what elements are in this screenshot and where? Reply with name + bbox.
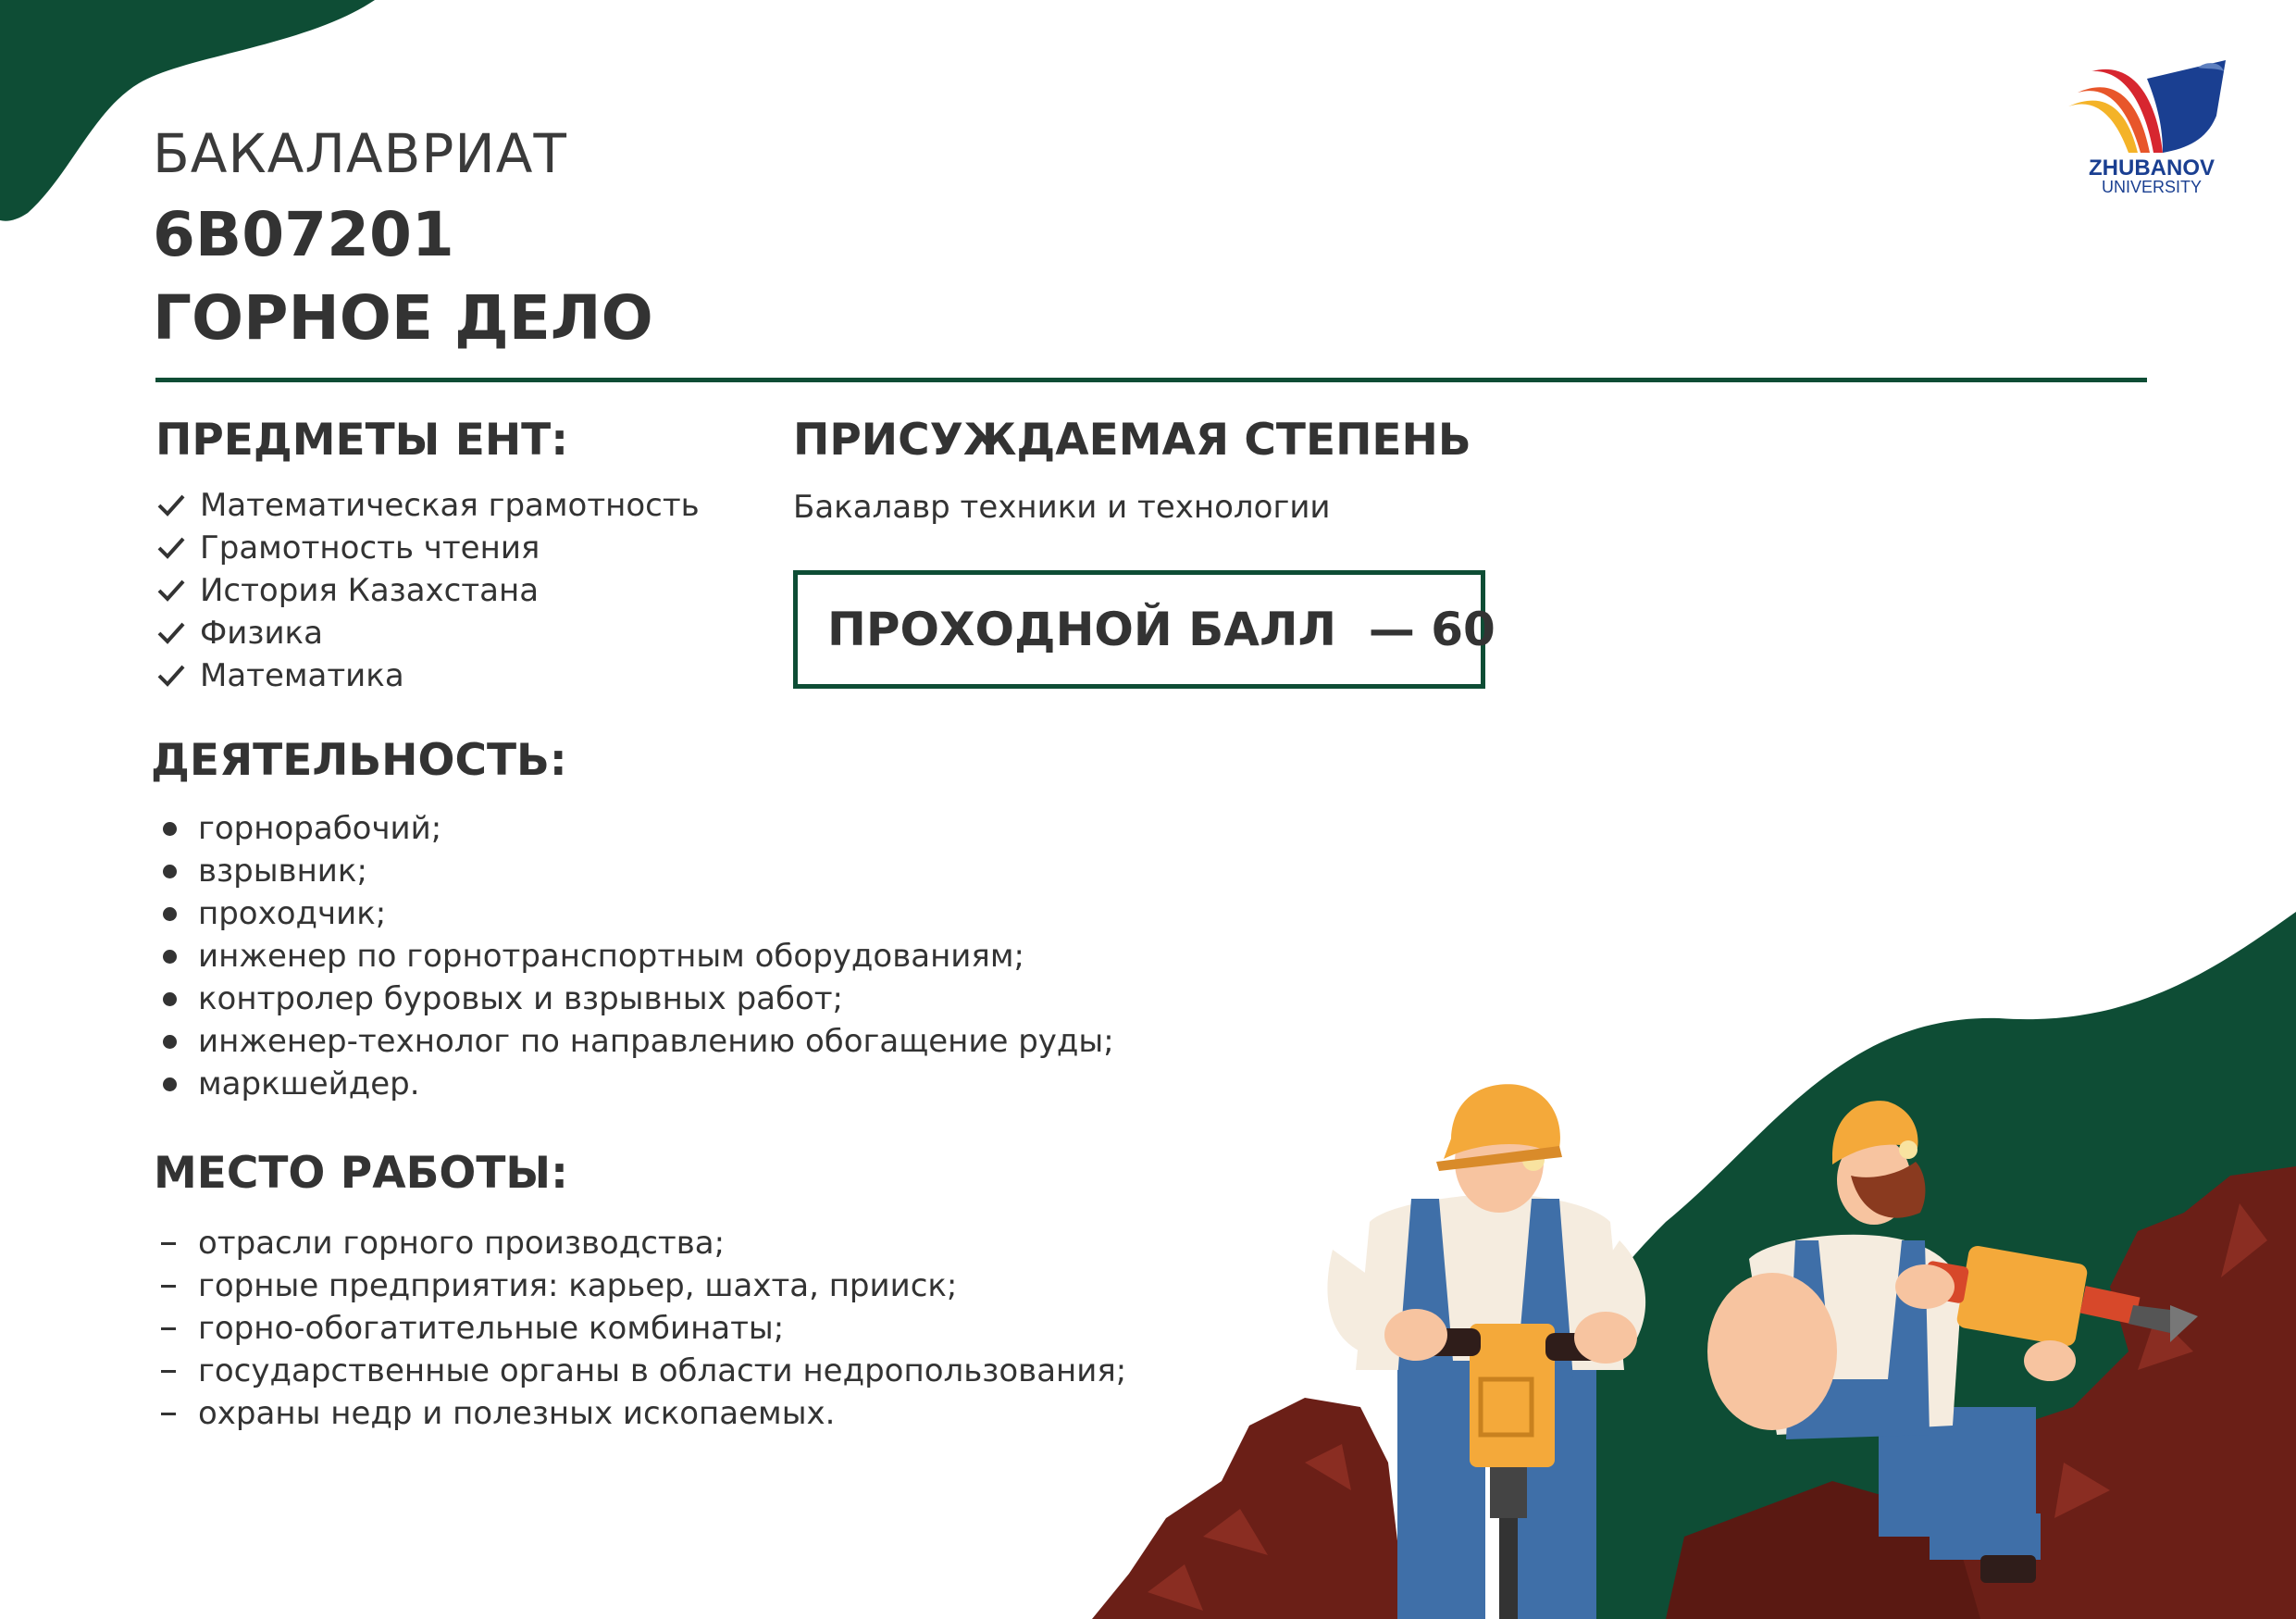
- list-item: [155, 1392, 1126, 1435]
- list-item: [155, 1264, 1126, 1307]
- list-item-label: инженер по горнотранспортным оборудованиям;: [198, 938, 1024, 975]
- rock-pile-left: [1092, 1398, 1407, 1619]
- degree-value: Бакалавр техники и технологии: [793, 489, 1331, 526]
- list-item-label: горно-обогатительные комбинаты;: [198, 1310, 785, 1347]
- list-item-label: История Казахстана: [200, 572, 540, 609]
- list-item: [157, 569, 700, 612]
- passing-score-box: [793, 570, 1496, 689]
- list-item-label: взрывник;: [198, 853, 367, 890]
- logo-subtitle: UNIVERSITY: [2101, 178, 2203, 196]
- list-item: [155, 807, 1114, 850]
- bullet-icon: [163, 1077, 177, 1091]
- list-item-label: маркшейдер.: [198, 1065, 420, 1102]
- list-item-label: Физика: [200, 615, 323, 652]
- logo-name: ZHUBANOV: [2089, 156, 2215, 181]
- top-left-green-blob: [0, 0, 375, 221]
- level-title: БАКАЛАВРИАТ: [153, 122, 567, 185]
- bullet-icon: [163, 822, 177, 836]
- list-item-label: Математика: [200, 657, 404, 694]
- bullet-icon: [163, 1035, 177, 1049]
- program-code: 6B07201: [153, 199, 454, 270]
- degree-section-title: ПРИСУЖДАЕМАЯ СТЕПЕНЬ: [793, 415, 1471, 466]
- list-item: [157, 654, 700, 697]
- bullet-icon: [163, 992, 177, 1006]
- list-item: [155, 1020, 1114, 1063]
- activity-list: [155, 807, 1114, 1105]
- list-item: [155, 978, 1114, 1020]
- passing-score-label: ПРОХОДНОЙ БАЛЛ — 60: [827, 603, 1496, 656]
- list-item-label: отрасли горного производства;: [198, 1225, 726, 1262]
- header-divider: [155, 378, 2147, 382]
- ent-subject-list: [157, 484, 700, 697]
- list-item: [155, 1307, 1126, 1350]
- list-item-label: охраны недр и полезных ископаемых.: [198, 1395, 836, 1432]
- zhubanov-university-logo: [2059, 51, 2244, 199]
- list-item-label: горнорабочий;: [198, 810, 442, 847]
- list-item: [155, 1350, 1126, 1392]
- list-item: [155, 850, 1114, 892]
- list-item: [157, 612, 700, 654]
- workplace-list: [155, 1222, 1126, 1435]
- activity-section-title: ДЕЯТЕЛЬНОСТЬ:: [151, 735, 567, 786]
- program-title: ГОРНОЕ ДЕЛО: [153, 282, 653, 354]
- list-item-label: государственные органы в области недропользования;: [198, 1352, 1127, 1389]
- logo-emblem-icon: [2059, 51, 2244, 162]
- bullet-icon: [163, 865, 177, 878]
- workplace-section-title: МЕСТО РАБОТЫ:: [154, 1148, 568, 1199]
- checkmark-icon: [157, 621, 185, 645]
- list-item: [155, 935, 1114, 978]
- checkmark-icon: [157, 493, 185, 517]
- dash-icon: [161, 1370, 176, 1373]
- list-item-label: Грамотность чтения: [200, 529, 540, 567]
- dash-icon: [161, 1242, 176, 1245]
- list-item-label: инженер-технолог по направлению обогащение руды;: [198, 1023, 1114, 1060]
- dash-icon: [161, 1413, 176, 1415]
- checkmark-icon: [157, 664, 185, 688]
- dash-icon: [161, 1327, 176, 1330]
- list-item-label: проходчик;: [198, 895, 387, 932]
- list-item: [157, 484, 700, 527]
- miners-illustration: [1092, 1074, 2296, 1619]
- list-item: [155, 1063, 1114, 1105]
- checkmark-icon: [157, 536, 185, 560]
- bullet-icon: [163, 907, 177, 921]
- checkmark-icon: [157, 579, 185, 603]
- list-item: [155, 892, 1114, 935]
- list-item-label: горные предприятия: карьер, шахта, прииск;: [198, 1267, 958, 1304]
- list-item: [155, 1222, 1126, 1264]
- ent-section-title: ПРЕДМЕТЫ ЕНТ:: [155, 415, 569, 466]
- list-item: [157, 527, 700, 569]
- dash-icon: [161, 1285, 176, 1288]
- bullet-icon: [163, 950, 177, 964]
- list-item-label: контролер буровых и взрывных работ;: [198, 980, 844, 1017]
- list-item-label: Математическая грамотность: [200, 487, 700, 524]
